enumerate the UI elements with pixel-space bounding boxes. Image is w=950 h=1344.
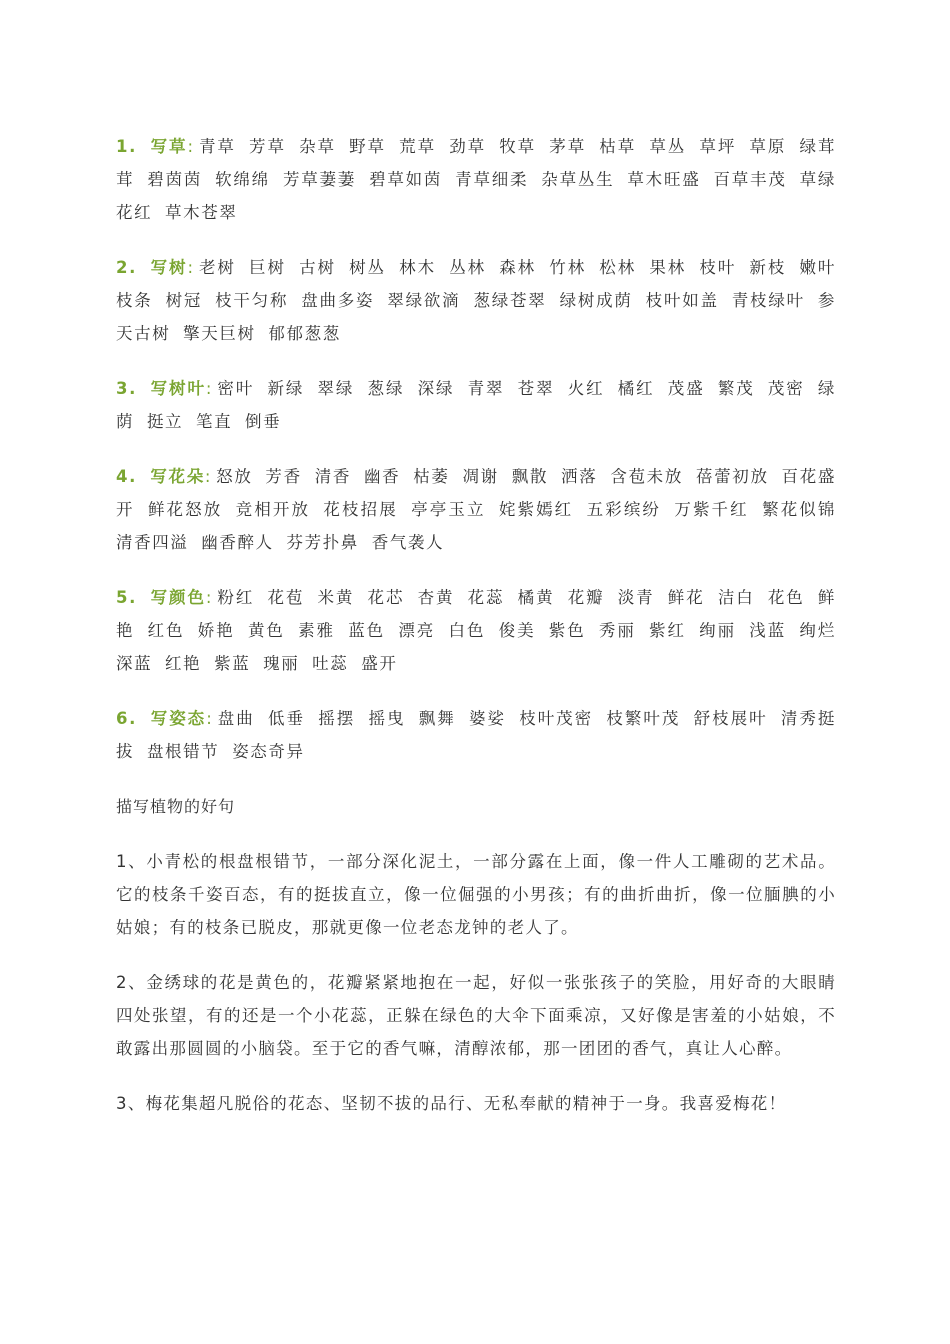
heading-separator: : xyxy=(187,137,195,156)
section-heading: 3. 写树叶 xyxy=(116,379,206,398)
section-heading: 2. 写树 xyxy=(116,258,188,277)
section-words: 粉红 花苞 米黄 花芯 杏黄 花蕊 橘黄 花瓣 淡青 鲜花 洁白 花色 鲜艳 红色 娇艳 黄色 素雅 蓝色 漂亮 白色 俊美 紫色 秀丽 紫红 绚丽 浅蓝 绚烂 深蓝 红艳 紫蓝 瑰丽 吐蕊 盛开 xyxy=(116,588,836,673)
heading-separator: : xyxy=(206,709,214,728)
section-heading: 5. 写颜色 xyxy=(116,588,206,607)
vocab-section-colors xyxy=(116,581,836,680)
section-subtitle: 描写植物的好句 xyxy=(116,797,236,816)
heading-separator: : xyxy=(204,467,213,486)
section-words: 怒放 芳香 清香 幽香 枯萎 凋谢 飘散 洒落 含苞未放 蓓蕾初放 百花盛开 鲜花怒放 竞相开放 花枝招展 亭亭玉立 姹紫嫣红 五彩缤纷 万紫千红 繁花似锦 清香四溢 幽香醉人 芬芳扑鼻 香气袭人 xyxy=(116,467,837,552)
vocab-section-postures xyxy=(116,702,836,768)
vocab-section-tree xyxy=(116,251,836,350)
document-body xyxy=(116,130,836,1142)
example-sentence-2: 2、金绣球的花是黄色的，花瓣紧紧地抱在一起，好似一张张孩子的笑脸，用好奇的大眼睛四处张望，有的还是一个小花蕊，正躲在绿色的大伞下面乘凉，又好像是害羞的小姑娘，不敢露出那圆圆的小脑袋。至于它的香气嘛，清醇浓郁，那一团团的香气，真让人心醉。 xyxy=(116,973,836,1058)
vocab-section-flowers xyxy=(116,460,836,559)
section-words: 盘曲 低垂 摇摆 摇曳 飘舞 婆娑 枝叶茂密 枝繁叶茂 舒枝展叶 清秀挺拔 盘根错节 姿态奇异 xyxy=(116,709,836,761)
section-words: 密叶 新绿 翠绿 葱绿 深绿 青翠 苍翠 火红 橘红 茂盛 繁茂 茂密 绿荫 挺立 笔直 倒垂 xyxy=(116,379,836,431)
section-heading: 4. 写花朵 xyxy=(116,467,205,486)
example-sentence-1: 1、小青松的根盘根错节，一部分深化泥土，一部分露在上面，像一件人工雕砌的艺术品。它的枝条千姿百态，有的挺拔直立，像一位倔强的小男孩；有的曲折曲折，像一位腼腆的小姑娘；有的枝条已脱皮，那就更像一位老态龙钟的老人了。 xyxy=(116,852,836,937)
heading-separator: : xyxy=(187,258,195,277)
example-sentence-3: 3、梅花集超凡脱俗的花态、坚韧不拔的品行、无私奉献的精神于一身。我喜爱梅花！ xyxy=(116,1094,787,1113)
heading-separator: : xyxy=(205,588,214,607)
heading-separator: : xyxy=(205,379,214,398)
vocab-section-grass xyxy=(116,130,836,229)
section-heading: 1. 写草 xyxy=(116,137,188,156)
vocab-section-leaves xyxy=(116,372,836,438)
section-words: 老树 巨树 古树 树丛 林木 丛林 森林 竹林 松林 果林 枝叶 新枝 嫩叶 枝条 树冠 枝干匀称 盘曲多姿 翠绿欲滴 葱绿苍翠 绿树成荫 枝叶如盖 青枝绿叶 参天古树 擎天巨树 郁郁葱葱 xyxy=(116,258,836,343)
section-words: 青草 芳草 杂草 野草 荒草 劲草 牧草 茅草 枯草 草丛 草坪 草原 绿茸茸 碧茵茵 软绵绵 芳草萋萋 碧草如茵 青草细柔 杂草丛生 草木旺盛 百草丰茂 草绿花红 草木苍翠 xyxy=(116,137,836,222)
section-heading: 6. 写姿态 xyxy=(116,709,207,728)
